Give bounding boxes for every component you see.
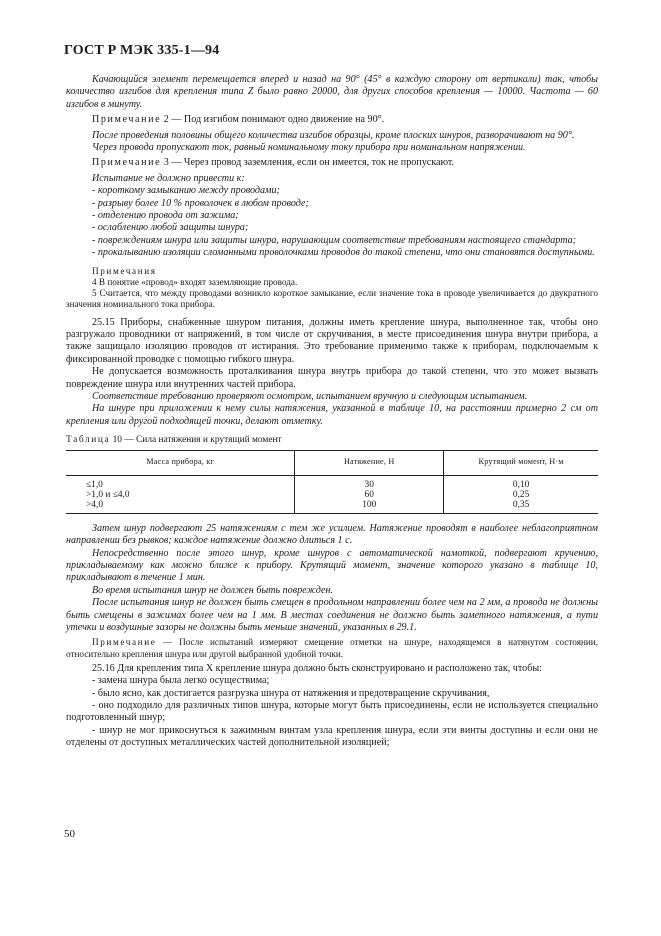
cell-line: ≤1,0 [86,479,103,490]
paragraph: После проведения половины общего количества изгибов образцы, кроме плоских шнуров, разворачивают на 90°. [92,129,575,141]
paragraph: 25.16 Для крепления типа X крепление шнура должно быть сконструировано и расположено так, чтобы: [92,662,542,674]
list-item: - разрыву более 10 % проволочек в любом проводе; [92,197,309,209]
paragraph: После испытания шнур не должен быть смещен в продольном направлении более чем на 2 мм, а провода не должны быть смещены в зажимах более чем на 1 мм. В местах соединения не должно быть заметного натяжения, а пути утечки и воздушные зазоры не должны быть меньше значений, указанных в 29.1. [66,597,598,634]
cell-line: 0,10 [512,479,530,490]
list-item: - замена шнура была легко осуществима; [92,675,270,687]
column-header: Крутящий момент, Н·м [444,450,598,475]
note-5: 5 Считается, что между проводами возникло короткое замыкание, если значение тока в проводе увеличивается до двукратного значения номинального тока прибора. [66,288,598,310]
list-item: - короткому замыканию между проводами; [92,185,280,197]
list-item: - отделению провода от зажима; [92,210,239,222]
table-caption [66,434,598,446]
paragraph: Во время испытания шнур не должен быть поврежден. [92,584,334,596]
table-cell [66,475,295,513]
note-text: 3 — Через провод заземления, если он имеется, ток не пропускают. [161,157,455,169]
paragraph: Непосредственно после этого шнур, кроме шнуров с автоматической намоткой, подвергают кручению, прикладываемому как можно ближе к прибору. Крутящий момент, значение которого указано в таблице 10, прикладывают в течение 1 мин. [66,547,598,584]
page-number: 50 [64,828,75,840]
note-label: Примечание [92,637,157,648]
cell-line: >1,0 и ≤4,0 [86,489,130,500]
cell-line: 100 [362,500,377,511]
cell-line: 60 [364,489,374,500]
note-label: Примечание [92,157,162,169]
column-header: Масса прибора, кг [66,450,295,475]
list-item: - было ясно, как достигается разгрузка шнура от натяжения и предотвращение скручивания, [92,687,490,699]
note-after-test [66,637,598,659]
body-text [66,74,598,750]
page-header: ГОСТ Р МЭК 335-1—94 [64,43,220,58]
table-title: 10 — Сила натяжения и крутящий момент [110,435,282,446]
paragraph: Испытание не должно привести к: [92,172,245,184]
note-3 [66,157,598,169]
note-text: 2 — Под изгибом понимают одно движение на 90°. [161,114,385,126]
table-row [66,475,598,513]
cell-line: 0,25 [512,489,530,500]
notes-title: Примечания [92,265,157,276]
cell-line: 0,35 [512,500,530,511]
list-item: - шнур не мог прикоснуться к зажимным винтам узла крепления шнура, если эти винты доступны и если они не отделены от доступных металлических частей дополнительной изоляцией; [66,724,598,749]
paragraph: Через провода пропускают ток, равный номинальному току прибора при номинальном напряжении. [92,142,526,154]
table-cell [444,475,598,513]
table-10 [66,450,598,514]
table-header-row [66,450,598,475]
note-label: Примечание [92,114,162,126]
paragraph: 25.15 Приборы, снабженные шнуром питания, должны иметь крепление шнура, выполненное так, чтобы оно разгружало проводники от напряжений, в том числе от скручивания, в месте присоединения шнура внутри прибора, а также защищало изоляцию проводов от истирания. Это требование применимо также к приборам, подключаемым к фиксированной проводке с помощью гибкого шнура. [66,316,598,365]
note-text: — После испытаний измеряют смещение отметки на шнуре, находящемся в натянутом состоянии, относительно крепления шнура или другой выбранной удобной точки. [66,637,598,659]
table-label: Таблица [66,435,111,446]
note-4: 4 В понятие «провод» входят заземляющие провода. [92,276,298,287]
cell-line: 30 [364,479,374,490]
paragraph: Не допускается возможность проталкивания шнура внутрь прибора до такой степени, что это может вызвать повреждение шнура или внутренних частей прибора. [66,366,598,390]
table-cell [295,475,444,513]
paragraph: Соответствие требованию проверяют осмотром, испытанием вручную и следующим испытанием. [92,390,528,402]
paragraph: Затем шнур подвергают 25 натяжениям с тем же усилием. Натяжение проводят в наиболее неблагоприятном направлении без рывков; каждое натяжение должно длиться 1 с. [66,522,598,547]
paragraph: На шнуре при приложении к нему силы натяжения, указанной в таблице 10, на расстоянии примерно 2 см от крепления или другой подходящей точки, делают отметку. [66,403,598,427]
list-item: - прокалыванию изоляции сломанными проволочками проводов до такой степени, что они становятся доступными. [92,247,595,259]
paragraph: Качающийся элемент перемещается вперед и назад на 90° (45° в каждую сторону от вертикали) так, чтобы количество изгибов для крепления типа Z было равно 20000, для других способов крепления — 10000. Частота — 60 изгибов в минуту. [66,74,598,110]
cell-line: >4,0 [86,500,104,511]
list-item: - оно подходило для различных типов шнура, которые могут быть присоединены, если не используется специально подготовленный шнур; [66,700,598,724]
column-header: Натяжение, Н [295,450,444,475]
note-2 [66,114,598,126]
list-item: - ослаблению любой защиты шнура; [92,222,249,234]
list-item: - повреждениям шнура или защиты шнура, нарушающим соответствие требованиям настоящего стандарта; [92,234,577,246]
